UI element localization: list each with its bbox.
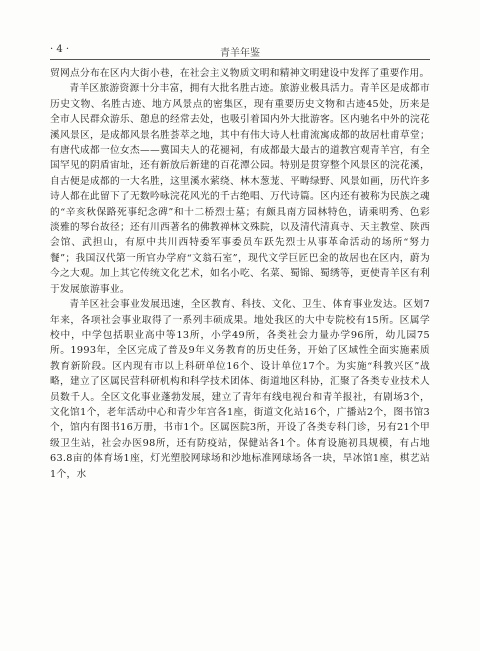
header-rule <box>50 59 430 60</box>
body-text <box>50 66 430 482</box>
paragraph-continuation: 贸网点分布在区内大街小巷，在社会主义物质文明和精神文明建设中发挥了重要作用。 <box>50 68 430 79</box>
running-title: 青羊年鉴 <box>220 48 260 59</box>
page-number: · 4 · <box>50 44 70 55</box>
paragraph-social-development: 青羊区社会事业发展迅速，全区教育、科技、文化、卫生、体育事业发达。区划7年来，各项社会事业取得了一系列丰硕成果。地处我区的大中专院校有15所。区属学校中，中学包括职业高中等13所，小学49所，各类社会力量办学96所，幼儿园75所。1993年，全区完成了普及9年义务教育的历史任务，开始了区域性全面实施素质教育新阶段。区内现有市以上科研单位16个、设计单位17个。为实施“科教兴区”战略，建立了区属民营科研机构和科学技术团体、街道地区科协，汇聚了各类专业技术人员数千人。全区文化事业蓬勃发展，建立了青年有线电视台和青羊报社，有剧场3个，文化馆1个，老年活动中心和青少年宫各1座，街道文化站16个，广播站2个，图书馆3个，馆内有图书16万册，书市1个。区属医院3所，开设了各类专科门诊，另有21个甲级卫生站，社会办医98所，还有防疫站，保健站各1个。体育设施初具规模，有占地63.8亩的体育场1座，灯光塑胶网球场和沙地标准网球场各一块，旱冰馆1座，棋艺站1个，水 <box>50 299 430 480</box>
paragraph-tourism: 青羊区旅游资源十分丰富，拥有大批名胜古迹。旅游业极具活力。青羊区是成都市历史文物、名胜古迹、地方风景点的密集区，现有重要历史文物和古迹45处，历来是全市人民群众游乐、憩息的经常去处，也吸引着国内外大批游客。区内驰名中外的浣花溪风景区，是成都风景名胜荟萃之地，其中有伟大诗人杜甫流寓成都的故居杜甫草堂；有唐代成都一位女杰——冀国夫人的花褪祠，有成都最大最古的道教宫观青羊宫，有全国罕见的阴盾宙址，还有新放后新建的百花潭公园。特别是贯穿整个风景区的浣花溪，自古便是成都的一大名胜，这里溪水萦绕、林木葱茏、平畴绿野、风景如画，历代许多诗人都在此留下了无数吟咏浣花风光的千古绝唱、万代诗篇。区内还有被称为民族之魂的“辛亥秋保路死事纪念碑”和十二桥烈士墓；有颇具南方园林特色，请乘明秀、色彩淡雅的琴台故径；还有川西著名的佛教禅林文殊院，以及清代清真寺、天主教堂、陕西会馆、武担山，有原中共川西特委军事委员车跃先烈士从事革命活动的场所“努力餐”；我国汉代第一所官办学府“文翁石室”，现代文学巨匠巴金的故居也在区内，蔚为今之大观。加上其它传统文化艺术，如名小吃、名菜、蜀锦、蜀绣等，更使青羊区有利于发展旅游事业。 <box>50 83 430 295</box>
page-header <box>50 44 430 60</box>
